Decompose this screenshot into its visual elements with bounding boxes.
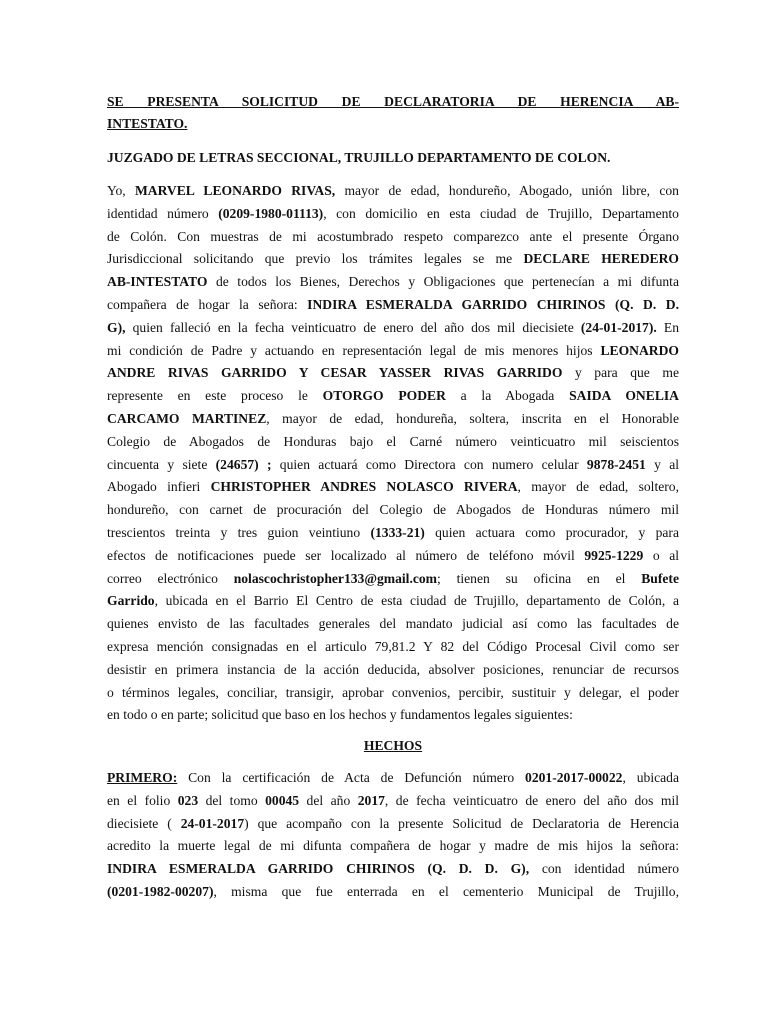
text-run: Yo, (107, 183, 135, 198)
text-line (107, 295, 679, 315)
text-run: Con la certificación de Acta de Defunción número (177, 770, 526, 785)
text-line (107, 859, 679, 879)
text-run: quien falleció en la fecha veinticuatro de enero del año dos mil diecisiete (125, 319, 581, 335)
text-run: , ubicada (622, 770, 679, 785)
text-line (107, 637, 679, 657)
text-run: correo electrónico (107, 570, 234, 586)
solicitud-title-line-2: INTESTATO. (107, 116, 188, 131)
text-line (107, 227, 679, 247)
hechos-heading: HECHOS (363, 738, 423, 753)
text-run: a la Abogada (445, 388, 570, 404)
text-run: efectos de notificaciones puede ser localizado al número de teléfono móvil (107, 547, 585, 563)
juzgado-heading: JUZGADO DE LETRAS SECCIONAL, TRUJILLO DEPARTAMENTO DE COLON. (107, 150, 611, 165)
text-run: trescientos treinta y tres guion veintiuno (107, 525, 371, 540)
text-run: AB-INTESTATO (107, 274, 208, 290)
text-run: (24-01-2017). (580, 319, 657, 335)
text-run: SAIDA ONELIA (569, 388, 679, 404)
text-line (107, 683, 679, 703)
text-run: LEONARDO (600, 342, 679, 358)
text-run: del año (299, 792, 358, 808)
text-line (107, 249, 679, 269)
text-run: (0209-1980-01113) (218, 205, 324, 221)
text-run: CHRISTOPHER ANDRES NOLASCO RIVERA (210, 479, 518, 495)
text-run: ; tienen su oficina en el (437, 570, 642, 586)
text-line (107, 409, 679, 429)
text-run: En (656, 319, 679, 335)
text-run: mayor de edad, hondureño, Abogado, unión libre, con (335, 183, 679, 198)
text-run: de todos los Bienes, Derechos y Obligaciones que pertenecían a mi difunta (207, 274, 679, 290)
text-line (107, 836, 679, 856)
text-line (107, 882, 679, 902)
text-run: 2017 (357, 792, 385, 808)
text-run: compañera de hogar la señora: (107, 297, 308, 312)
text-line (107, 569, 679, 589)
text-run: mi condición de Padre y actuando en representación legal de mis menores hijos (107, 342, 601, 358)
text-run: de Colón. Con muestras de mi acostumbrado respeto comparezco ante el presente Órgano (107, 228, 679, 244)
text-line (107, 660, 679, 680)
text-run: DECLARE HEREDERO (523, 251, 679, 267)
text-run: 9925-1229 (584, 547, 644, 563)
text-run: en todo o en parte; solicitud que baso en los hechos y fundamentos legales siguientes: (107, 707, 573, 723)
text-run: desistir en primera instancia de la acción deducida, absolver posiciones, renunciar de recursos (107, 661, 679, 677)
text-line (107, 814, 679, 834)
text-line (107, 791, 679, 811)
text-run: Abogado infieri (107, 479, 211, 495)
text-run: quien actuara como procurador, y para (424, 525, 679, 540)
text-run: cincuenta y siete (107, 456, 216, 472)
text-run: 00045 (265, 792, 300, 808)
text-run: 0201-2017-00022 (525, 770, 623, 785)
text-run: represente en este proceso le (107, 388, 323, 404)
text-line (107, 523, 679, 543)
text-line (107, 614, 679, 634)
text-run: o al (643, 547, 679, 563)
text-run: G), (107, 319, 126, 335)
text-run: o términos legales, conciliar, transigir, aprobar convenios, percibir, sustituir y delegar, el poder (107, 684, 679, 700)
text-run: quien actuará como Directora con numero celular (271, 456, 587, 472)
text-line (107, 272, 679, 292)
text-run: nolascochristopher133@gmail.com (233, 570, 438, 586)
text-run: quienes envisto de las facultades generales del mandato judicial así como las facultades de (107, 616, 679, 632)
text-line (107, 705, 679, 725)
text-run: (24657) ; (215, 456, 272, 472)
text-run: PRIMERO: (107, 770, 178, 785)
text-run: ) que acompaño con la presente Solicitud de Declaratoria de Herencia (244, 815, 679, 831)
text-run: INDIRA ESMERALDA GARRIDO CHIRINOS (Q. D. D. (307, 297, 679, 312)
text-line (107, 204, 679, 224)
text-run: OTORGO PODER (322, 388, 446, 404)
text-run: , misma que fue enterrada en el cementerio Municipal de Trujillo, (213, 884, 679, 899)
text-run: en el folio (107, 792, 178, 808)
text-run: Colegio de Abogados de Honduras bajo el Carné número veinticuatro mil seiscientos (107, 433, 679, 449)
text-run: expresa mención consignadas en el articulo 79,81.2 Y 82 del Código Procesal Civil como ser (107, 639, 679, 654)
text-run: acredito la muerte legal de mi difunta compañera de hogar y madre de mis hijos la señora: (107, 838, 679, 854)
text-line (107, 181, 679, 201)
text-run: y para que me (562, 365, 679, 381)
text-run: del tomo (198, 792, 266, 808)
text-line (107, 432, 679, 452)
text-line (107, 341, 679, 361)
text-run: diecisiete ( (107, 815, 181, 831)
text-run: 023 (177, 792, 199, 808)
text-run: ANDRE RIVAS GARRIDO Y CESAR YASSER RIVAS GARRIDO (107, 365, 563, 381)
text-run: 9878-2451 (586, 456, 646, 472)
text-run: Garrido (107, 593, 155, 609)
text-line (107, 363, 679, 383)
text-run: , con domicilio en esta ciudad de Trujillo, Departamento (323, 205, 679, 221)
text-run: , mayor de edad, soltero, (517, 479, 679, 495)
text-line (107, 455, 679, 475)
text-run: Bufete (641, 570, 679, 586)
text-run: (1333-21) (370, 525, 425, 540)
solicitud-title-line-1: SE PRESENTA SOLICITUD DE DECLARATORIA DE HERENCIA AB- (107, 94, 679, 109)
text-run: hondureño, con carnet de procuración del Colegio de Abogados de Honduras número mil (107, 502, 679, 518)
text-line (107, 500, 679, 520)
text-run: , ubicada en el Barrio El Centro de esta ciudad de Trujillo, departamento de Colón, a (154, 593, 679, 609)
text-run: 24-01-2017 (180, 815, 245, 831)
text-run: con identidad número (529, 861, 679, 877)
text-line (107, 477, 679, 497)
text-line (107, 386, 679, 406)
text-run: , mayor de edad, hondureña, soltera, inscrita en el Honorable (266, 411, 679, 426)
text-line (107, 546, 679, 566)
text-run: Jurisdiccional solicitando que previo los trámites legales se me (107, 251, 524, 267)
text-line (107, 318, 679, 338)
text-run: CARCAMO MARTINEZ (107, 411, 267, 426)
text-run: identidad número (107, 205, 219, 221)
text-line (107, 768, 679, 788)
text-run: INDIRA ESMERALDA GARRIDO CHIRINOS (Q. D. D. G), (107, 861, 530, 877)
text-line (107, 591, 679, 611)
text-run: (0201-1982-00207) (107, 884, 214, 899)
text-run: , de fecha veinticuatro de enero del año dos mil (384, 792, 679, 808)
text-run: MARVEL LEONARDO RIVAS, (134, 183, 336, 198)
text-run: y al (645, 456, 680, 472)
